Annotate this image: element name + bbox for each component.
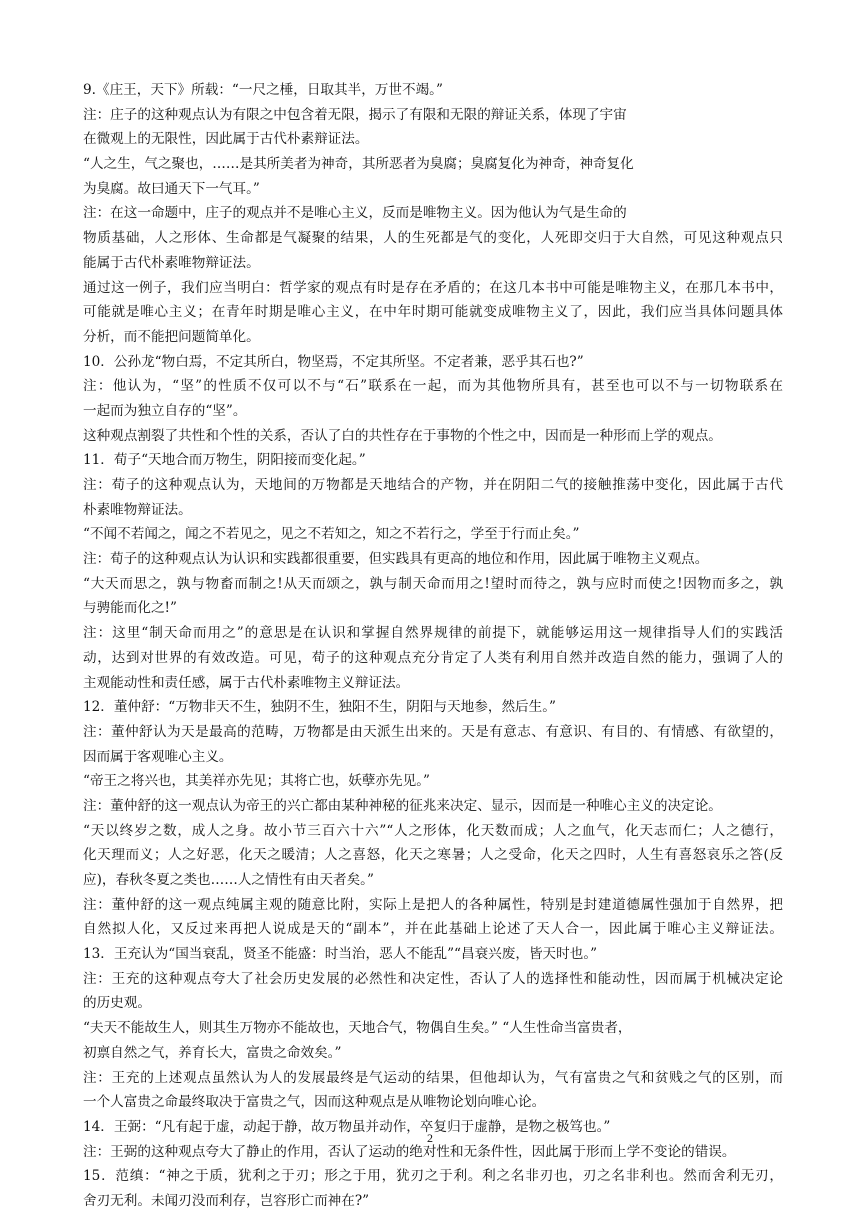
text-line: 14．王弼：“凡有起于虚，动起于静，故万物虽并动作，卒复归于虚静，是物之极笃也。”: [83, 1118, 611, 1135]
text-line: 11．荀子“天地合而万物生，阴阳接而变化起。”: [83, 452, 366, 469]
text-line: 注：他认为，“坚”的性质不仅可以不与“石”联系在一起，而为其他物所具有，甚至也可以不与一切物联系在: [83, 378, 783, 395]
text-line: “夫天不能故生人，则其生万物亦不能故也，天地合气，物偶自生矣。” “人生性命当富贵者，: [83, 1020, 632, 1037]
text-line: 一个人富贵之命最终取决于富贵之气，因而这种观点是从唯物论划向唯心论。: [83, 1094, 546, 1111]
text-line: 13．王充认为“国当衰乱，贤圣不能盛：时当治，恶人不能乱”“昌衰兴废，皆天时也。”: [83, 946, 598, 963]
text-line: 注：王充的上述观点虽然认为人的发展最终是气运动的结果，但他却认为，气有富贵之气和贫贱之气的区别，而: [83, 1069, 783, 1086]
text-line: 注：荀子的这种观点认为认识和实践都很重要，但实践具有更高的地位和作用，因此属于唯物主义观点。: [83, 551, 709, 568]
text-line: 注：董仲舒的这一观点认为帝王的兴亡都由某种神秘的征兆来决定、显示，因而是一种唯心主义的决定论。: [83, 797, 722, 814]
text-line: 动，达到对世界的有效改造。可见，荀子的这种观点充分肯定了人类有利用自然并改造自然的能力，强调了人的: [83, 649, 783, 666]
text-line: 舍刃无利。未闻刃没而利存，岂容形亡而神在?”: [83, 1192, 370, 1209]
text-line: 注：王弼的这种观点夸大了静止的作用，否认了运动的绝对性和无条件性，因此属于形而上学不变论的错误。: [83, 1143, 736, 1160]
text-line: 可能就是唯心主义；在青年时期是唯心主义，在中年时期可能就变成唯物主义了，因此，我们应当具体问题具体: [83, 304, 783, 321]
text-line: 这种观点割裂了共性和个性的关系，否认了白的共性存在于事物的个性之中，因而是一种形而上学的观点。: [83, 427, 722, 444]
text-line: 朴素唯物辩证法。: [83, 501, 192, 518]
text-line: 物质基础，人之形体、生命都是气凝聚的结果，人的生死都是气的变化，人死即交归于大自然，可见这种观点只: [83, 230, 783, 247]
text-line: 初禀自然之气，养育长大，富贵之命效矣。”: [83, 1044, 342, 1061]
text-line: 为臭腐。故曰通天下一气耳。”: [83, 180, 260, 197]
text-line: “帝王之将兴也，其美祥亦先见；其将亡也，妖孽亦先见。”: [83, 773, 430, 790]
text-line: 15．范缜：“神之于质，犹利之于刃；形之于用，犹刃之于利。利之名非刃也，刃之名非利也。然而舍利无刃，: [83, 1168, 783, 1185]
text-line: “天以终岁之数，成人之身。故小节三百六十六”“人之形体，化天数而成；人之血气，化天志而仁；人之德行，: [83, 822, 783, 839]
text-line: 注：在这一命题中，庄子的观点并不是唯心主义，反而是唯物主义。因为他认为气是生命的: [83, 205, 627, 222]
text-line: 注：董仲舒认为天是最高的范畴，万物都是由天派生出来的。天是有意志、有意识、有目的、有情感、有欲望的，: [83, 723, 783, 740]
text-line: 9.《庄王，天下》所载：“一尺之棰，日取其半，万世不竭。”: [83, 82, 443, 98]
text-line: 化天理而义；人之好恶，化天之暖清；人之喜怒，化天之寒暑；人之受命，化天之四时，人生有喜怒哀乐之答(反: [83, 847, 783, 864]
text-line: 一起而为独立自存的“坚”。: [83, 402, 247, 419]
text-line: 与骋能而化之!”: [83, 600, 177, 617]
page-number: 2: [427, 1131, 433, 1145]
text-line: “人之生，气之聚也，……是其所美者为神奇，其所恶者为臭腐；臭腐复化为神奇，神奇复化: [83, 156, 634, 173]
text-line: 12．董仲舒：“万物非天不生，独阴不生，独阳不生，阴阳与天地参，然后生。”: [83, 699, 556, 716]
text-line: “大天而思之，孰与物畜而制之!从天而颂之，孰与制天命而用之!望时而待之，孰与应时而使之!因物而多之，孰: [83, 575, 783, 592]
text-line: 的历史观。: [83, 995, 151, 1012]
text-line: 10．公孙龙“物白焉，不定其所白，物坚焉，不定其所坚。不定者兼，恶乎其石也?”: [83, 353, 584, 370]
text-line: 应)，春秋冬夏之类也……人之情性有由天者矣。”: [83, 872, 374, 888]
text-line: 能属于古代朴素唯物辩证法。: [83, 254, 260, 271]
text-line: 在微观上的无限性，因此属于古代朴素辩证法。: [83, 131, 369, 148]
text-line: 注：这里“制天命而用之”的意思是在认识和掌握自然界规律的前提下，就能够运用这一规律指导人们的实践活: [83, 625, 783, 642]
text-line: 注：王充的这种观点夸大了社会历史发展的必然性和决定性，否认了人的选择性和能动性，因而属于机械决定论: [83, 970, 783, 987]
text-line: 注：荀子的这种观点认为，天地间的万物都是天地结合的产物，并在阴阳二气的接触推荡中变化，因此属于古代: [83, 477, 783, 493]
document-body: [83, 78, 783, 1214]
text-line: 因而属于客观唯心主义。: [83, 748, 233, 765]
text-line: 主观能动性和责任感，属于古代朴素唯物主义辩证法。: [83, 674, 410, 691]
text-line: 自然拟人化，又反过来再把人说成是天的“副本”，并在此基础上论述了天人合一，因此属于唯心主义辩证法。: [83, 921, 783, 938]
text-line: “不闻不若闻之，闻之不若见之，见之不若知之，知之不若行之，学至于行而止矣。”: [83, 526, 580, 543]
text-line: 分析，而不能把问题简单化。: [83, 328, 260, 345]
text-line: 通过这一例子，我们应当明白：哲学家的观点有时是存在矛盾的；在这几本书中可能是唯物主义，在那几本书中，: [83, 279, 783, 296]
text-line: 注：庄子的这种观点认为有限之中包含着无限，揭示了有限和无限的辩证关系，体现了宇宙: [83, 106, 627, 123]
text-line: 注：董仲舒的这一观点纯属主观的随意比附，实际上是把人的各种属性，特别是封建道德属性强加于自然界，把: [83, 896, 783, 913]
